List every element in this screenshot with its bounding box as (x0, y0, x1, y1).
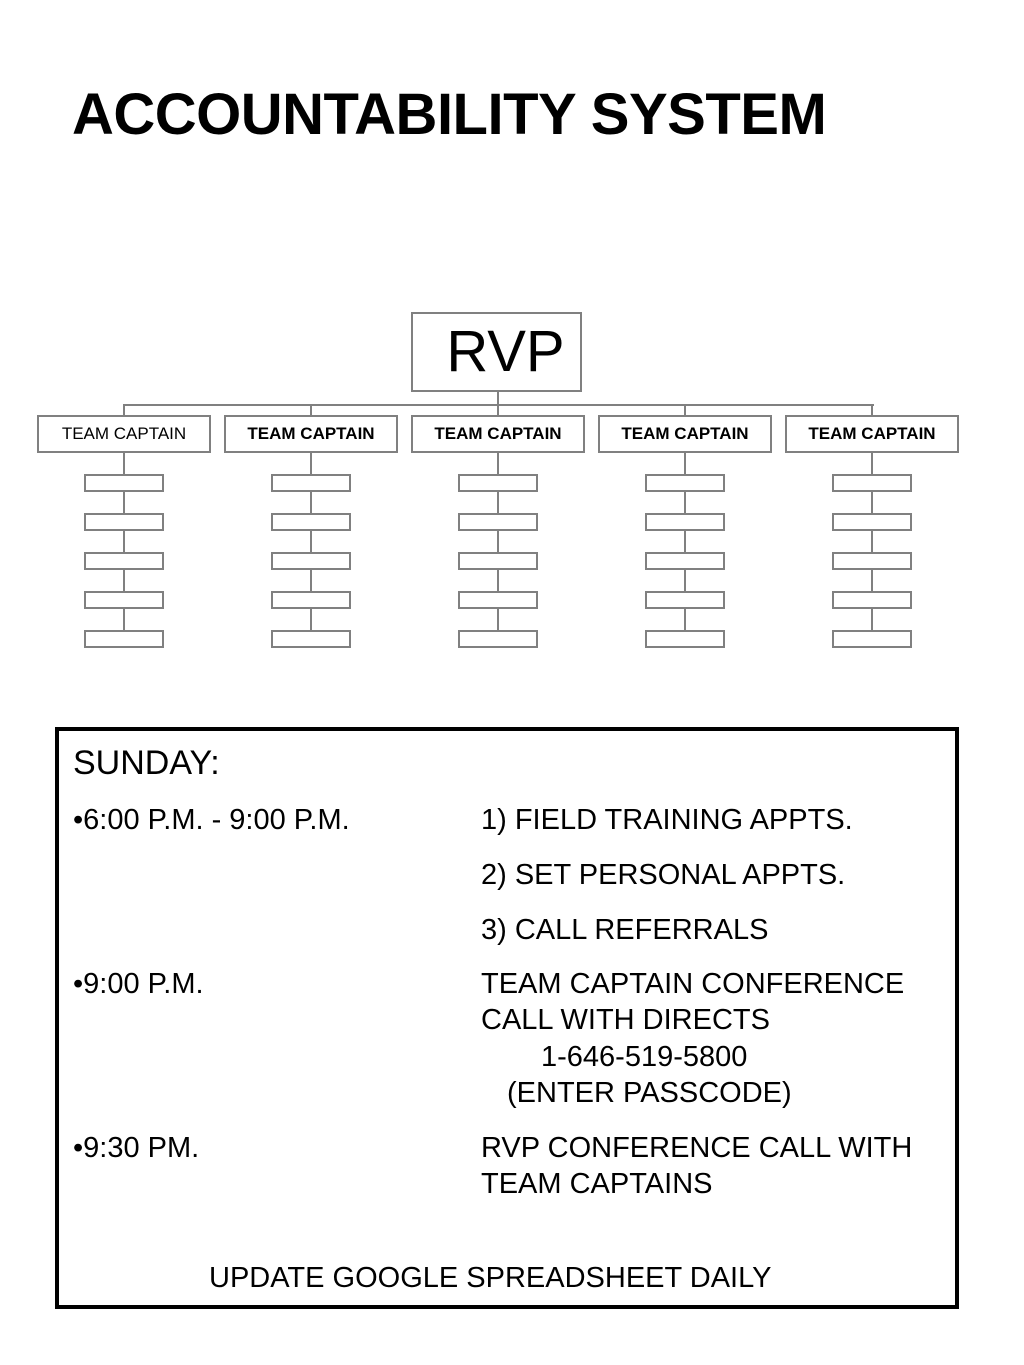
team-member-box (271, 591, 351, 609)
schedule-task: 1) FIELD TRAINING APPTS. (481, 804, 853, 836)
conference-passcode-note: (ENTER PASSCODE) (507, 1077, 792, 1109)
team-member-box (832, 552, 912, 570)
team-member-box (271, 552, 351, 570)
team-member-box (458, 630, 538, 648)
team-member-box (84, 552, 164, 570)
schedule-time: •6:00 P.M. - 9:00 P.M. (73, 804, 350, 836)
team-member-box (458, 552, 538, 570)
captain-bus-line (124, 404, 874, 406)
rvp-box: RVP (411, 312, 582, 392)
team-member-box (645, 630, 725, 648)
team-member-box (271, 474, 351, 492)
page-title: ACCOUNTABILITY SYSTEM (72, 82, 827, 147)
team-member-box (458, 591, 538, 609)
team-member-box (84, 474, 164, 492)
schedule-task: CALL WITH DIRECTS (481, 1004, 770, 1036)
schedule-footer: UPDATE GOOGLE SPREADSHEET DAILY (209, 1262, 772, 1294)
schedule-time: •9:30 PM. (73, 1132, 200, 1164)
team-captain-box: TEAM CAPTAIN (37, 415, 211, 453)
team-member-box (832, 591, 912, 609)
team-member-box (271, 513, 351, 531)
team-member-box (458, 513, 538, 531)
team-member-box (84, 513, 164, 531)
schedule-task: 3) CALL REFERRALS (481, 914, 769, 946)
schedule-task: TEAM CAPTAINS (481, 1168, 713, 1200)
team-captain-box: TEAM CAPTAIN (598, 415, 772, 453)
schedule-task: 2) SET PERSONAL APPTS. (481, 859, 846, 891)
team-member-box (645, 552, 725, 570)
team-member-box (458, 474, 538, 492)
team-captain-box: TEAM CAPTAIN (785, 415, 959, 453)
schedule-day: SUNDAY: (73, 744, 220, 782)
team-member-box (84, 630, 164, 648)
team-member-box (271, 630, 351, 648)
team-member-box (645, 513, 725, 531)
team-member-box (832, 630, 912, 648)
conference-phone-number: 1-646-519-5800 (541, 1041, 748, 1073)
schedule-task: TEAM CAPTAIN CONFERENCE (481, 968, 905, 1000)
team-member-box (832, 474, 912, 492)
team-member-box (84, 591, 164, 609)
schedule-box (55, 727, 959, 1309)
team-member-box (645, 474, 725, 492)
team-member-box (645, 591, 725, 609)
schedule-time: •9:00 P.M. (73, 968, 204, 1000)
schedule-task: RVP CONFERENCE CALL WITH (481, 1132, 913, 1164)
team-captain-box: TEAM CAPTAIN (411, 415, 585, 453)
team-captain-box: TEAM CAPTAIN (224, 415, 398, 453)
team-member-box (832, 513, 912, 531)
